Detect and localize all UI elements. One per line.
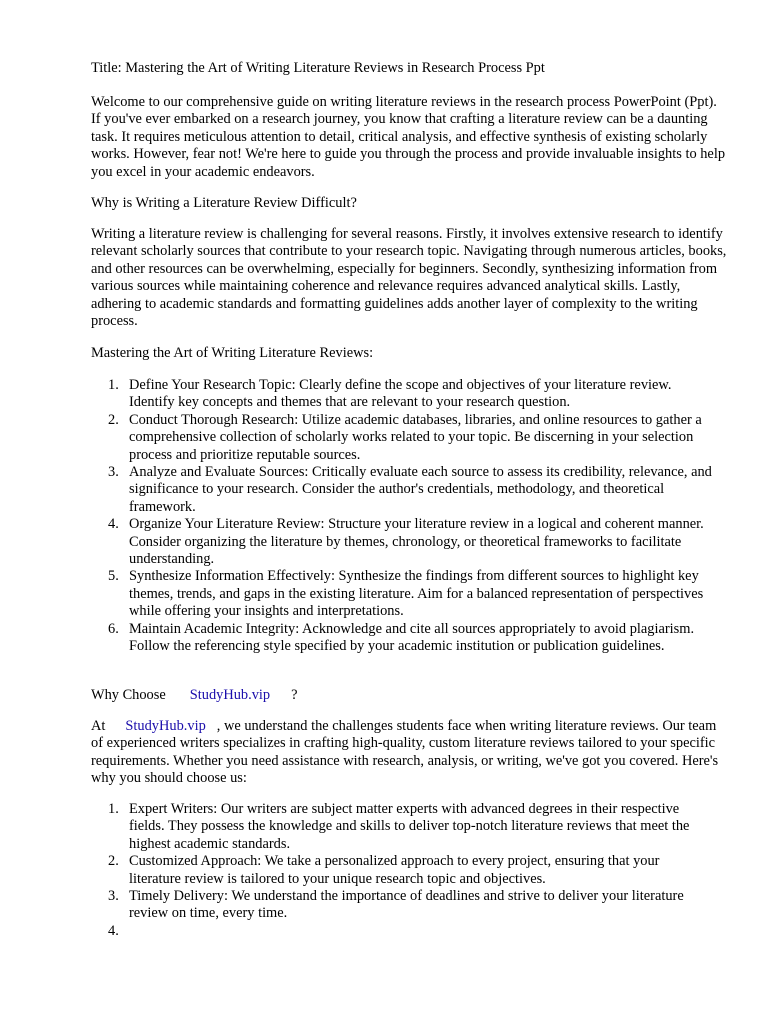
list-number: 3. xyxy=(108,888,119,905)
list-item xyxy=(91,801,713,853)
list-item xyxy=(91,853,713,888)
list-number: 1. xyxy=(108,801,119,817)
studyhub-link-inline[interactable]: StudyHub.vip xyxy=(125,718,206,734)
list-item xyxy=(91,923,713,940)
list-item-text: Analyze and Evaluate Sources: Critically evaluate each source to assess its credibility, relevance, and significance to your research. Consider the author's credentials, methodology, and theoretical framework. xyxy=(129,464,712,515)
list-number: 1. xyxy=(108,377,119,393)
list-number: 6. xyxy=(108,620,119,637)
list-item xyxy=(91,412,713,464)
list-item-text: Customized Approach: We take a personalized approach to every project, ensuring that your literature review is tailored to your unique research topic and objectives. xyxy=(129,853,660,887)
why-difficult-heading: Why is Writing a Literature Review Difficult? xyxy=(91,195,357,211)
list-item xyxy=(91,516,713,568)
list-item-text: Organize Your Literature Review: Structure your literature review in a logical and coherent manner. Consider organizing the literature by themes, chronology, or theoretical frameworks to facilitate understanding. xyxy=(129,516,704,568)
list-number: 2. xyxy=(108,853,119,870)
list-number: 4. xyxy=(108,516,119,533)
list-item xyxy=(91,568,713,620)
at-prefix: At xyxy=(91,718,106,734)
list-number: 3. xyxy=(108,464,119,481)
studyhub-paragraph xyxy=(91,718,727,788)
list-item-text: Timely Delivery: We understand the importance of deadlines and strive to deliver your literature review on time, every time. xyxy=(129,888,684,922)
list-number: 2. xyxy=(108,411,119,428)
why-choose-suffix: ? xyxy=(291,687,298,703)
studyhub-link[interactable]: StudyHub.vip xyxy=(189,687,271,703)
reasons-list xyxy=(91,801,713,940)
why-choose-heading xyxy=(91,687,731,704)
studyhub-paragraph-body: , we understand the challenges students face when writing literature reviews. Our team of experienced writers specializes in crafting high-quality, custom literature reviews tailored to your specific requirements. Whether you need assistance with research, analysis, or writing, we've got you covered. Here's why you should choose us: xyxy=(91,718,719,787)
list-item xyxy=(91,621,713,656)
intro-paragraph: Welcome to our comprehensive guide on writing literature reviews in the research process PowerPoint (Ppt). If you've ever embarked on a research journey, you know that crafting a literature review can be a daunting task. It requires meticulous attention to detail, critical analysis, and effective synthesis of existing scholarly works. However, fear not! We're here to guide you through the process and provide invaluable insights to help you excel in your academic endeavors. xyxy=(91,94,726,180)
list-item-text: Conduct Thorough Research: Utilize academic databases, libraries, and online resources to gather a comprehensive collection of scholarly works related to your topic. Be discerning in your selection process and prioritize reputable sources. xyxy=(129,411,702,463)
list-number: 5. xyxy=(108,568,119,585)
list-item-text: Maintain Academic Integrity: Acknowledge and cite all sources appropriately to avoid plagiarism. Follow the referencing style specified by your academic institution or publication guidelines. xyxy=(129,620,695,655)
list-number: 4. xyxy=(108,922,119,939)
list-item-text: Expert Writers: Our writers are subject matter experts with advanced degrees in their respective fields. They possess the knowledge and skills to deliver top-notch literature reviews that meet the highest academic standards. xyxy=(129,801,690,852)
mastering-heading: Mastering the Art of Writing Literature Reviews: xyxy=(91,345,374,361)
list-item-text: Synthesize Information Effectively: Synthesize the findings from different sources to highlight key themes, trends, and gaps in the existing literature. Aim for a balanced representation of perspectives while offering your insights and interpretations. xyxy=(129,568,704,620)
list-item xyxy=(91,377,713,412)
why-choose-prefix: Why Choose xyxy=(91,687,166,703)
document-title: Title: Mastering the Art of Writing Literature Reviews in Research Process Ppt xyxy=(91,60,545,76)
list-item xyxy=(91,464,713,516)
why-difficult-paragraph: Writing a literature review is challenging for several reasons. Firstly, it involves extensive research to identify relevant scholarly sources that contribute to your research topic. Navigating through numerous articles, books, and other resources can be overwhelming, especially for beginners. Secondly, synthesizing information from various sources while maintaining coherence and relevance requires advanced analytical skills. Lastly, adhering to academic standards and formatting guidelines adds another layer of complexity to the writing process. xyxy=(91,226,727,330)
mastering-steps-list xyxy=(91,377,713,656)
list-item-text: Define Your Research Topic: Clearly define the scope and objectives of your literature review. Identify key concepts and themes that are relevant to your research question. xyxy=(129,377,672,411)
list-item xyxy=(91,888,713,923)
